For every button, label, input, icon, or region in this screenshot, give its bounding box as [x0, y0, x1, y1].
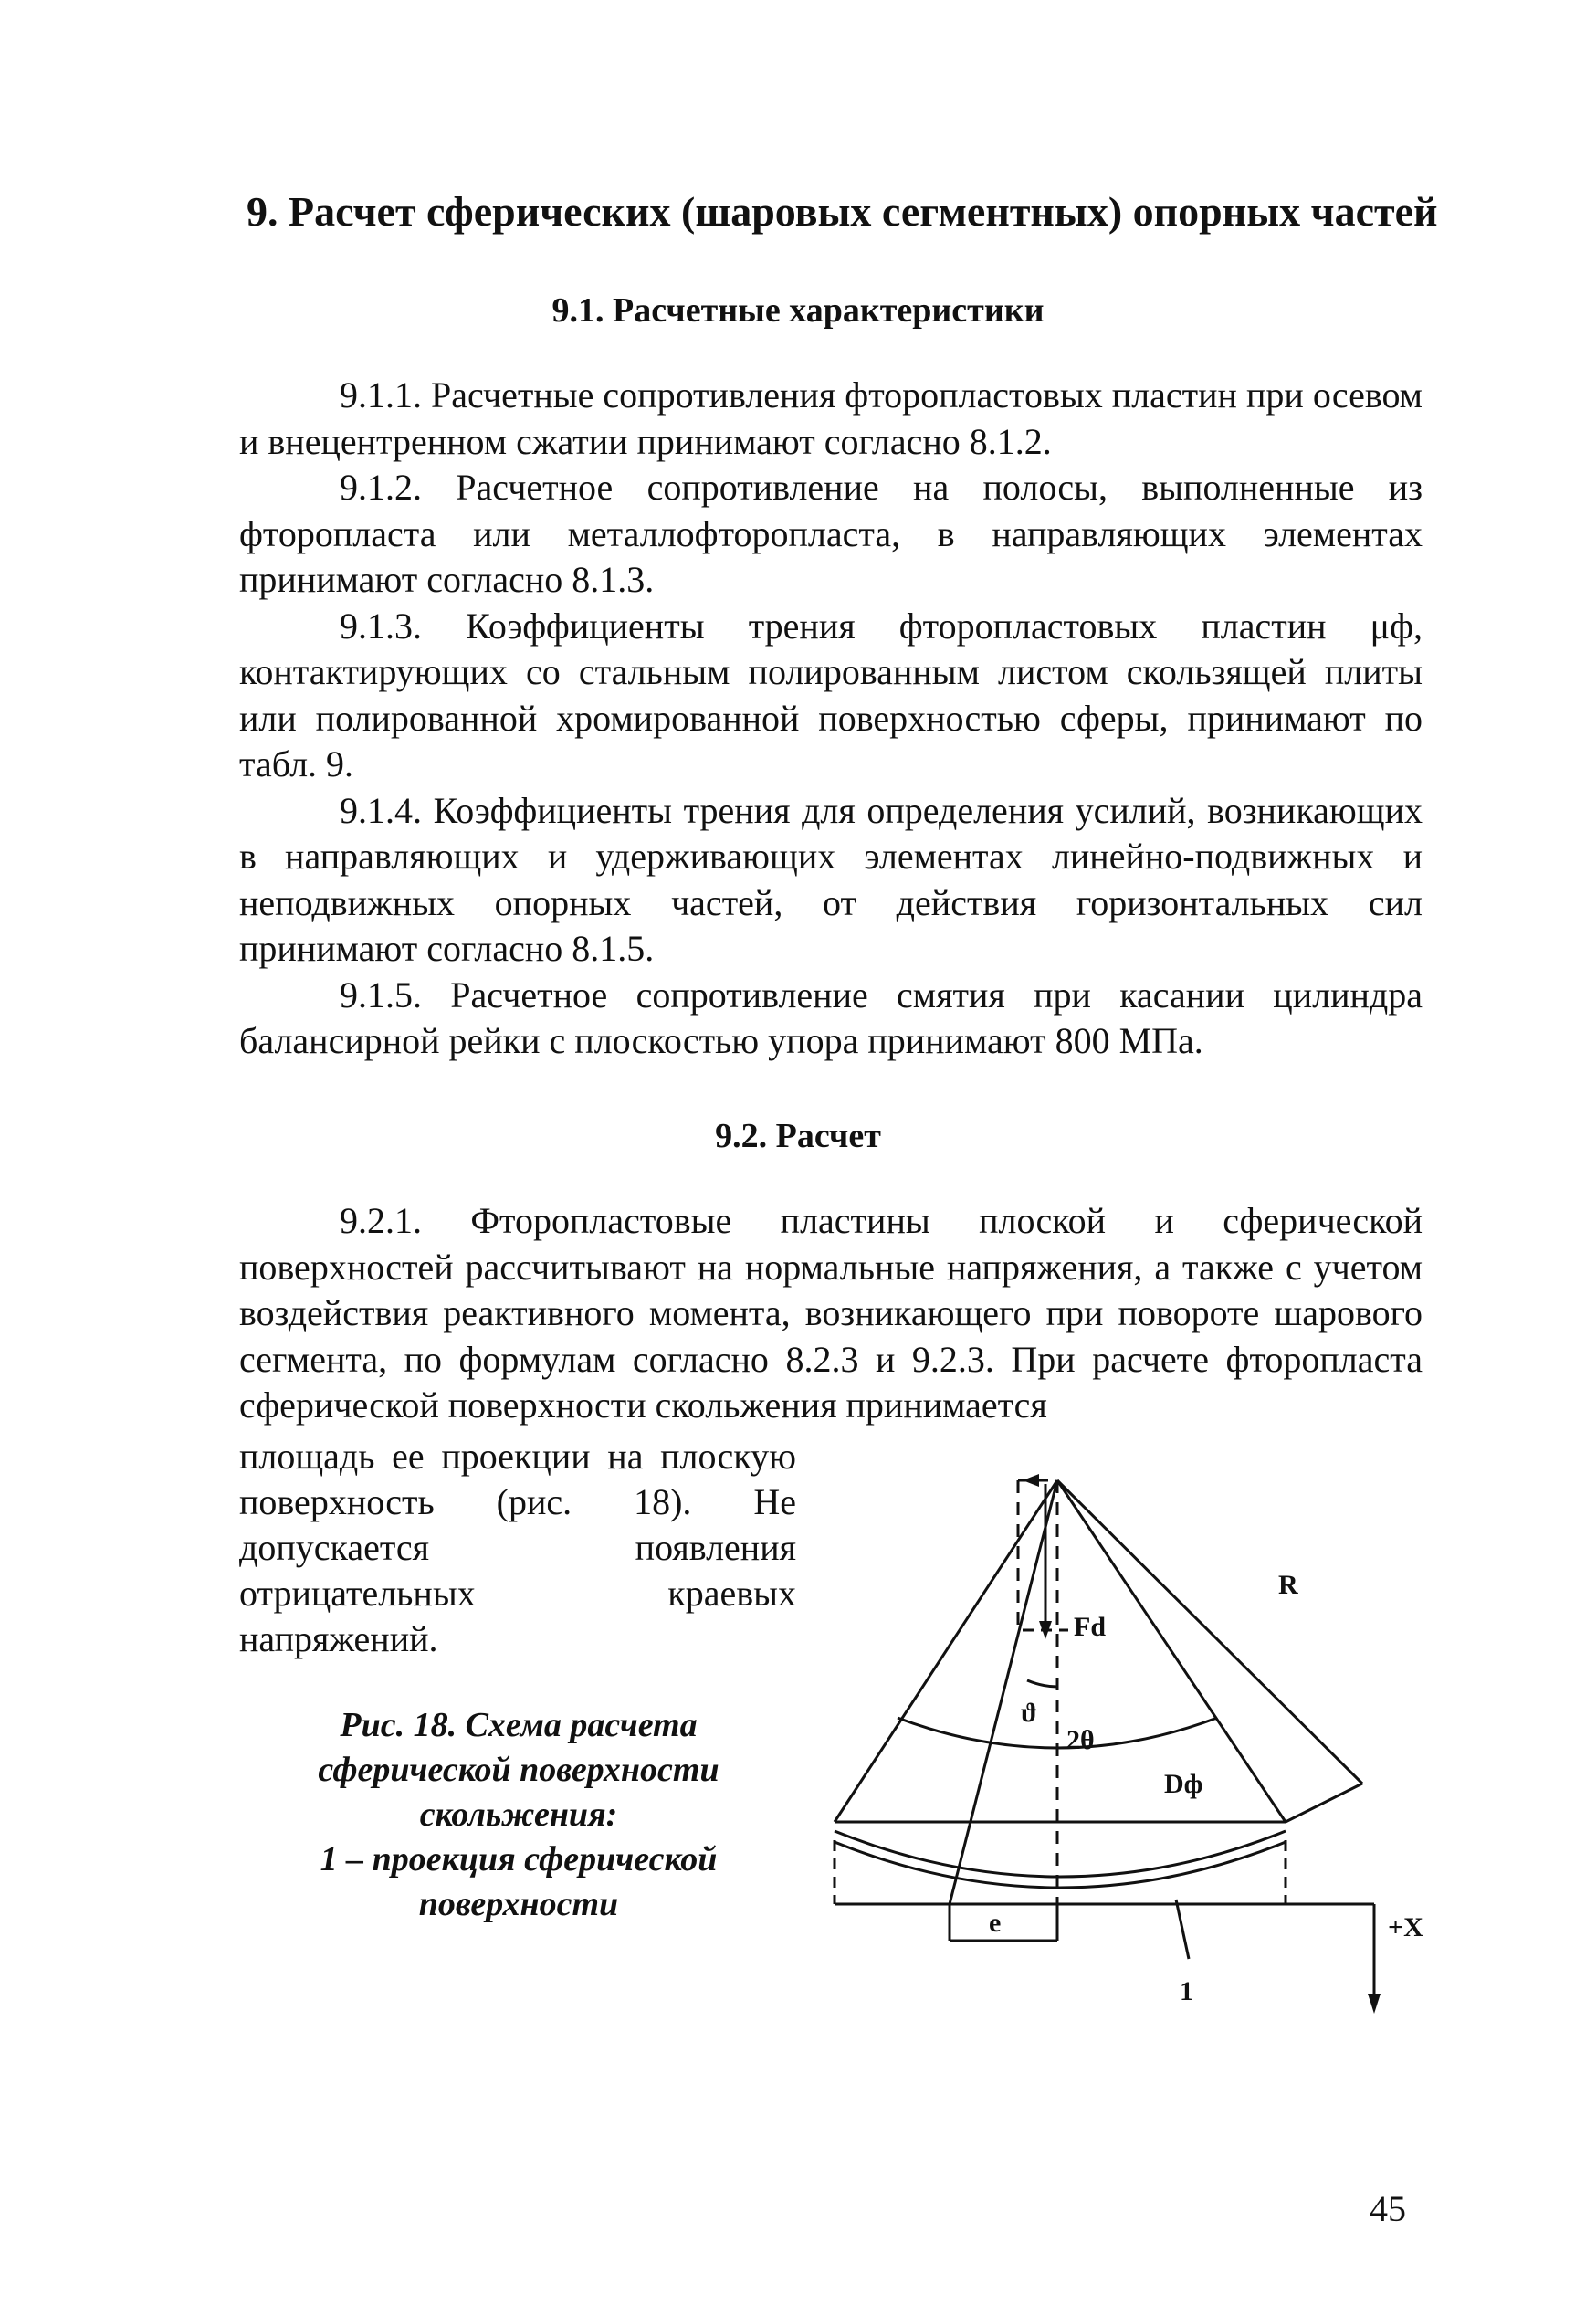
eccentric-line — [950, 1480, 1057, 1904]
label-D: Dф — [1164, 1769, 1203, 1799]
paragraph-9-1-2: 9.1.2. Расчетное сопротивление на полосы, выполненные из фторопласта или металлофторопласта, в направляющих элементах принимают согласно 8.1.3. — [239, 467, 1423, 600]
section-9-2-body — [239, 1198, 1423, 1429]
paragraph-wrap-text: площадь ее проекции на плоскую поверхность (рис. 18). Не допускается появления отрицательных краевых напряжений. — [239, 1436, 796, 1659]
caption-line: 1 – проекция сферической — [320, 1840, 718, 1879]
caption-line: скольжения: — [419, 1795, 618, 1834]
paragraph-9-1-3: 9.1.3. Коэффициенты трения фторопластовых пластин μф, контактирующих со стальным полированным листом скользящей плиты или полированной хромированной поверхностью сферы, принимают по табл. 9. — [239, 605, 1423, 784]
section-heading-9-1: 9.1. Расчетные характеристики — [551, 291, 1045, 330]
label-Fd: Fd — [1074, 1612, 1107, 1642]
paragraph-9-2-1: 9.2.1. Фторопластовые пластины плоской и сферической поверхностей рассчитывают на нормальные напряжения, а также с учетом воздействия реактивного момента, возникающего при повороте шарового сегмента, по формулам согласно 8.2.3 и 9.2.3. При расчете фторопласта сферической поверхности скольжения принимается — [239, 1200, 1423, 1426]
label-theta: ϑ — [1021, 1698, 1037, 1728]
sphere-edge — [1286, 1784, 1362, 1822]
paragraph-9-1-4: 9.1.4. Коэффициенты трения для определения усилий, возникающих в направляющих и удерживающих элементах линейно-подвижных и неподвижных опорных частей, от действия горизонтальных сил принимают согласно 8.1.5. — [239, 789, 1423, 969]
page-number: 45 — [1370, 2188, 1406, 2229]
leader-line-1 — [1176, 1900, 1189, 1959]
label-x: +X — [1388, 1912, 1423, 1942]
label-R: R — [1278, 1570, 1298, 1600]
cone-left-line — [835, 1480, 1057, 1822]
label-1: 1 — [1180, 1976, 1193, 2006]
caption-line: поверхности — [418, 1885, 619, 1923]
sphere-arc-lower — [835, 1842, 1286, 1888]
figure-18-diagram — [803, 1447, 1443, 2068]
spherical-surface-diagram — [803, 1447, 1443, 2068]
sphere-arc-upper — [835, 1831, 1286, 1877]
page-title: 9. Расчет сферических (шаровых сегментных) опорных частей — [247, 188, 1438, 235]
top-arrowhead — [1023, 1474, 1039, 1487]
caption-line: Рис. 18. Схема расчета — [340, 1706, 698, 1744]
x-arrowhead — [1368, 1994, 1381, 2014]
section-heading-9-2: 9.2. Расчет — [715, 1117, 881, 1155]
arc-theta — [1027, 1680, 1057, 1687]
figure-caption — [263, 1703, 774, 1927]
paragraph-9-1-5: 9.1.5. Расчетное сопротивление смятия при касании цилиндра балансирной рейки с плоскостью упора принимают 800 МПа. — [239, 974, 1423, 1061]
label-2theta: 2θ — [1066, 1725, 1095, 1755]
paragraph-9-2-1-continued — [239, 1434, 796, 1662]
label-e: e — [989, 1908, 1002, 1938]
section-9-1-body — [239, 373, 1423, 1065]
caption-line: сферической поверхности — [318, 1751, 719, 1789]
paragraph-9-1-1: 9.1.1. Расчетные сопротивления фторопластовых пластин при осевом и внецентренном сжатии принимают согласно 8.1.2. — [239, 374, 1423, 462]
